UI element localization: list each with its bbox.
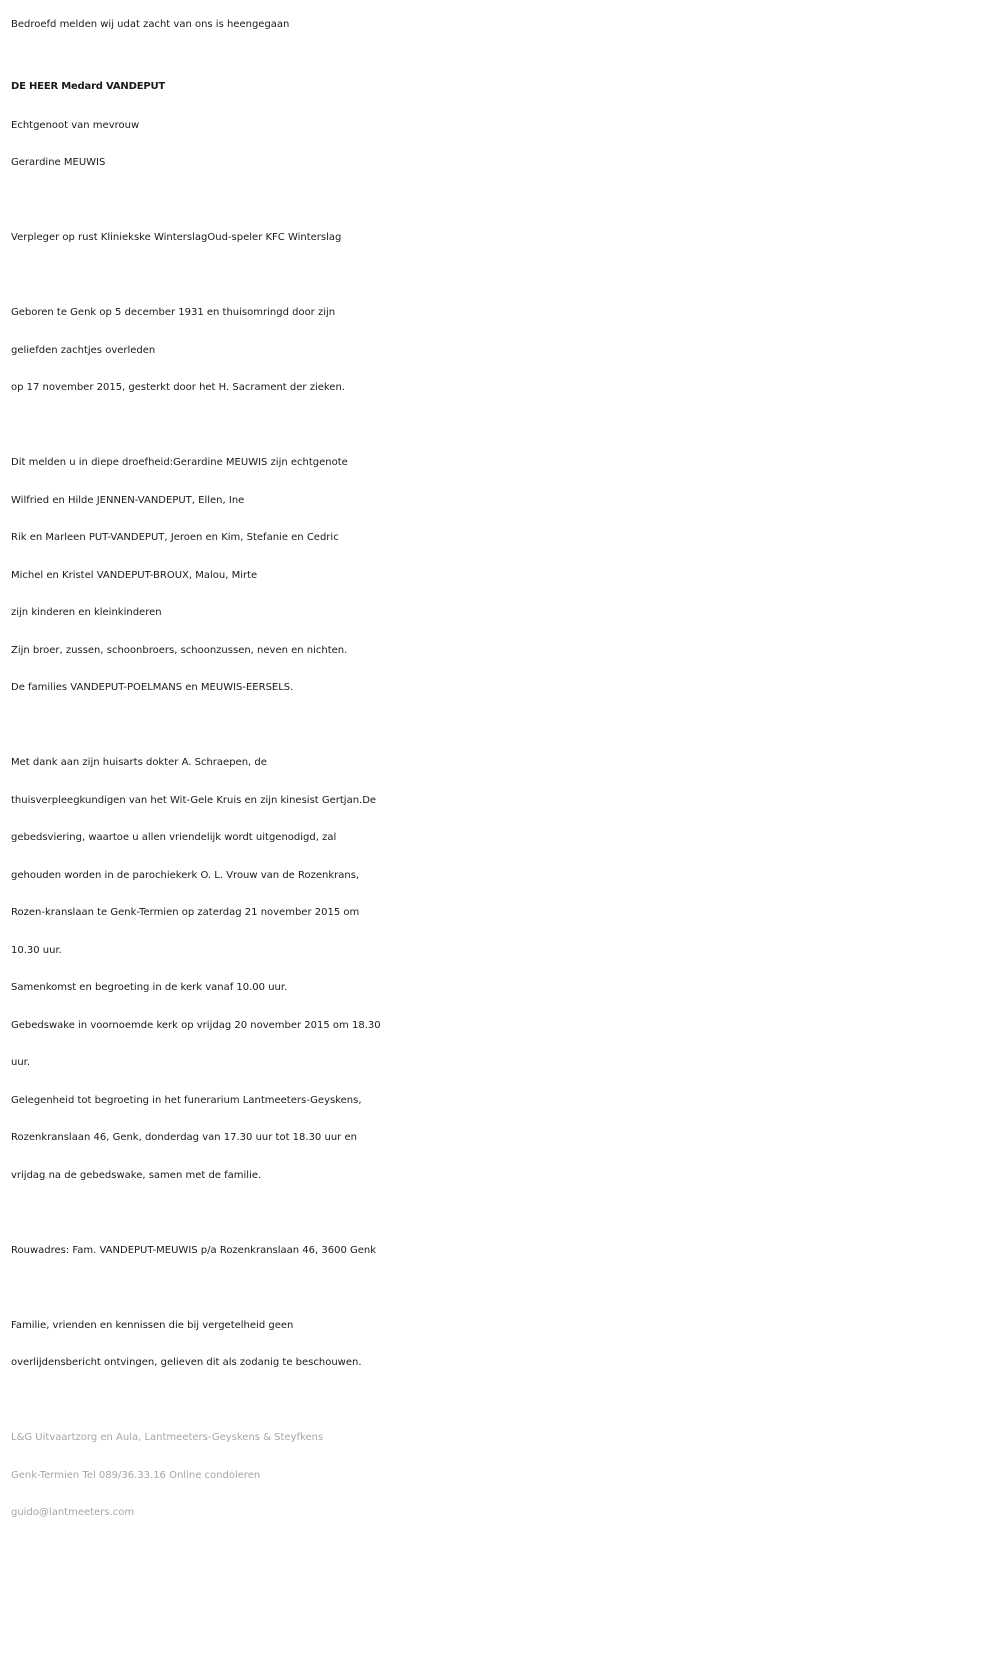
spacer: [11, 407, 1000, 445]
family-line: Michel en Kristel VANDEPUT-BROUX, Malou, Mirte: [11, 569, 258, 581]
birth-death-block: [11, 294, 1000, 407]
spacer: [11, 1194, 1000, 1232]
obituary-notice: [0, 6, 1000, 1676]
ceremony-line: gehouden worden in de parochiekerk O. L. Vrouw van de Rozenkrans,: [11, 869, 360, 881]
ceremony-line: Gebedswake in voornoemde kerk op vrijdag 20 november 2015 om 18.30: [11, 1019, 381, 1031]
spouse-line: Echtgenoot van mevrouw: [11, 119, 140, 131]
funeral-home-email[interactable]: guido@lantmeeters.com: [11, 1507, 135, 1518]
funeral-home-contact[interactable]: Genk-Termien Tel 089/36.33.16 Online condoleren: [11, 1469, 261, 1481]
ceremony-line: Rozenkranslaan 46, Genk, donderdag van 17.30 uur tot 18.30 uur en: [11, 1132, 357, 1143]
ceremony-line: 10.30 uur.: [11, 944, 62, 956]
spacer: [11, 257, 1000, 295]
occupation-text: Verpleger op rust Kliniekske WinterslagOud-speler KFC Winterslag: [11, 232, 342, 243]
mourning-address: Rouwadres: Fam. VANDEPUT-MEUWIS p/a Rozenkranslaan 46, 3600 Genk: [11, 1244, 377, 1256]
family-line: Wilfried en Hilde JENNEN-VANDEPUT, Ellen, Ine: [11, 494, 245, 506]
notice-block: [11, 1307, 1000, 1382]
notice-line: overlijdensbericht ontvingen, gelieven dit als zodanig te beschouwen.: [11, 1357, 362, 1368]
family-line: Zijn broer, zussen, schoonbroers, schoonzussen, neven en nichten.: [11, 644, 348, 656]
ceremony-block: [11, 744, 1000, 1194]
spacer: [11, 1269, 1000, 1307]
notice-line: Familie, vrienden en kennissen die bij vergetelheid geen: [11, 1319, 294, 1331]
ceremony-line: Samenkomst en begroeting in de kerk vanaf 10.00 uur.: [11, 982, 288, 993]
ceremony-line: Met dank aan zijn huisarts dokter A. Schraepen, de: [11, 757, 267, 768]
ceremony-line: Rozen-kranslaan te Genk-Termien op zaterdag 21 november 2015 om: [11, 907, 360, 918]
deceased-name: DE HEER Medard VANDEPUT: [11, 80, 166, 92]
birth-death-line: op 17 november 2015, gesterkt door het H. Sacrament der zieken.: [11, 382, 345, 393]
family-line: Dit melden u in diepe droefheid:Gerardine MEUWIS zijn echtgenote: [11, 457, 348, 468]
funeral-home-footer: [11, 1419, 1000, 1532]
spouse-block: [11, 107, 1000, 182]
ceremony-line: thuisverpleegkundigen van het Wit-Gele Kruis en zijn kinesist Gertjan.De: [11, 794, 377, 806]
ceremony-line: uur.: [11, 1057, 31, 1068]
spacer: [11, 1382, 1000, 1420]
spouse-line: Gerardine MEUWIS: [11, 157, 106, 168]
intro-text: Bedroefd melden wij udat zacht van ons is heengegaan: [11, 19, 290, 30]
family-line: Rik en Marleen PUT-VANDEPUT, Jeroen en Kim, Stefanie en Cedric: [11, 532, 339, 543]
family-line: De families VANDEPUT-POELMANS en MEUWIS-EERSELS.: [11, 682, 294, 693]
spacer: [11, 707, 1000, 745]
funeral-home-name: L&G Uitvaartzorg en Aula, Lantmeeters-Geyskens & Steyfkens: [11, 1432, 324, 1443]
ceremony-line: Gelegenheid tot begroeting in het funerarium Lantmeeters-Geyskens,: [11, 1094, 362, 1106]
ceremony-line: gebedsviering, waartoe u allen vriendelijk wordt uitgenodigd, zal: [11, 832, 337, 843]
ceremony-line: vrijdag na de gebedswake, samen met de familie.: [11, 1169, 262, 1181]
birth-death-line: Geboren te Genk op 5 december 1931 en thuisomringd door zijn: [11, 307, 336, 318]
family-line: zijn kinderen en kleinkinderen: [11, 607, 162, 618]
spacer: [11, 182, 1000, 220]
family-block: [11, 444, 1000, 707]
birth-death-line: geliefden zachtjes overleden: [11, 344, 156, 356]
